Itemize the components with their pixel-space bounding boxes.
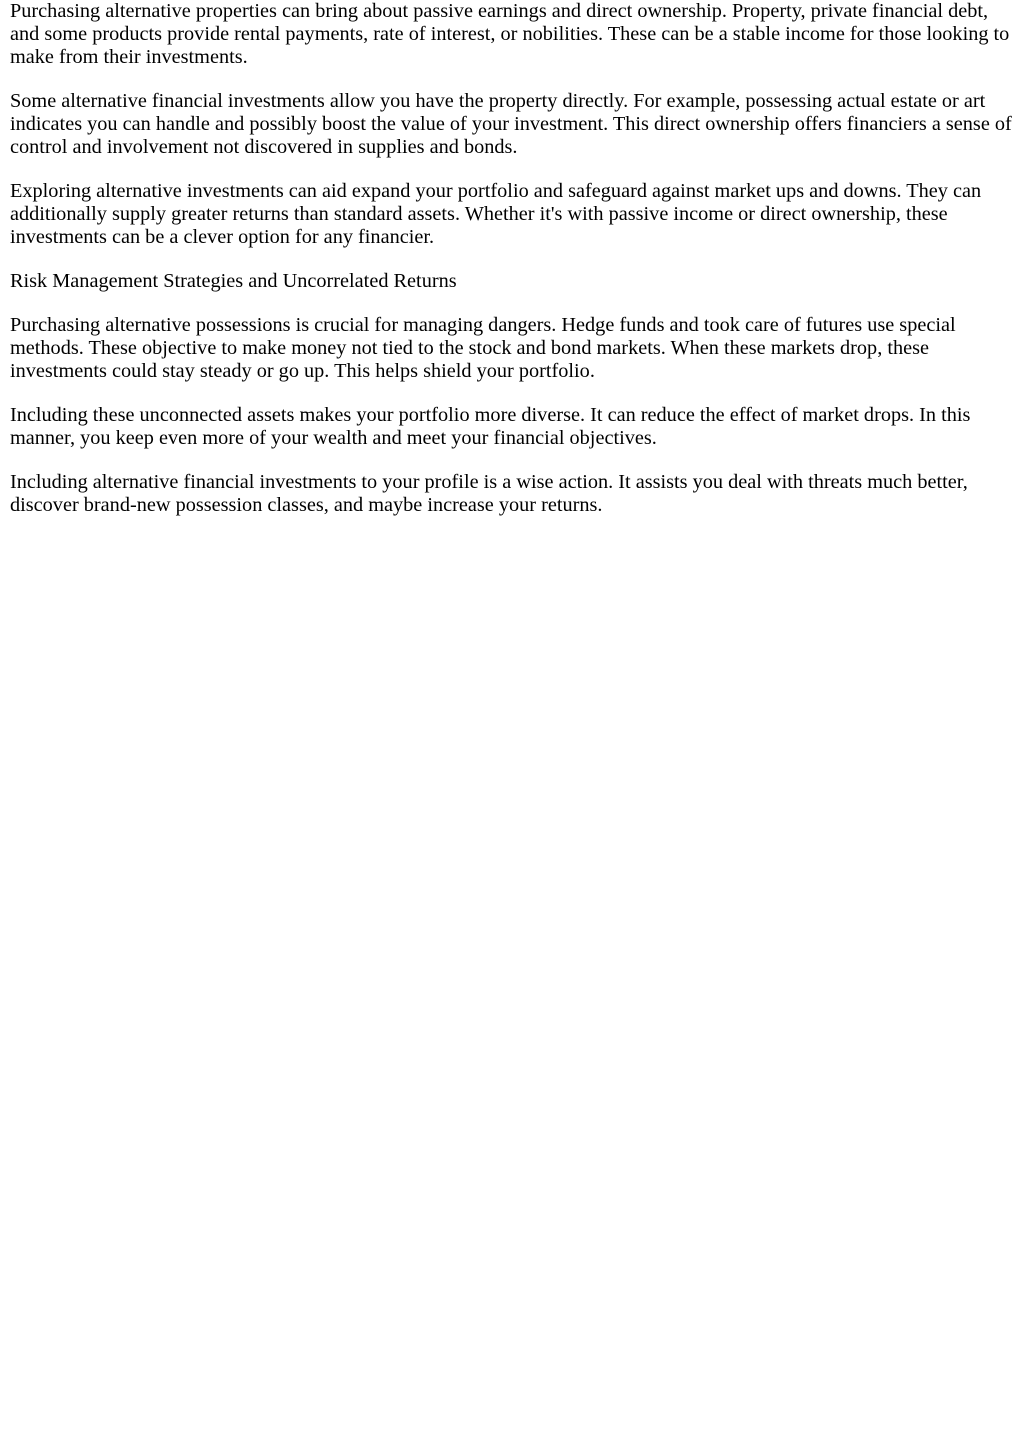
section-heading-risk-management: Risk Management Strategies and Uncorrelated Returns bbox=[10, 270, 457, 292]
paragraph-conclusion: Including alternative financial investments to your profile is a wise action. It assists you deal with threats much better, discover brand-new possession classes, and maybe increase your returns. bbox=[10, 471, 968, 516]
paragraph-managing-dangers: Purchasing alternative possessions is crucial for managing dangers. Hedge funds and took care of futures use special methods. These objective to make money not tied to the stock and bond markets. When these markets drop, these investments could stay steady or go up. This helps shield your portfolio. bbox=[10, 314, 956, 382]
paragraph-direct-ownership: Some alternative financial investments allow you have the property directly. For example, possessing actual estate or art indicates you can handle and possibly boost the value of your investment. This direct ownership offers financiers a sense of control and involvement not discovered in supplies and bonds. bbox=[10, 90, 1012, 158]
paragraph-passive-income: Purchasing alternative properties can bring about passive earnings and direct ownership. Property, private financial debt, and some products provide rental payments, rate of interest, or nobilities. These can be a stable income for those looking to make from their investments. bbox=[10, 0, 1010, 68]
paragraph-portfolio-expansion: Exploring alternative investments can aid expand your portfolio and safeguard against market ups and downs. They can additionally supply greater returns than standard assets. Whether it's with passive income or direct ownership, these investments can be a clever option for any financier. bbox=[10, 180, 982, 248]
paragraph-unconnected-assets: Including these unconnected assets makes your portfolio more diverse. It can reduce the effect of market drops. In this manner, you keep even more of your wealth and meet your financial objectives. bbox=[10, 404, 971, 449]
document-body bbox=[10, 0, 1014, 517]
